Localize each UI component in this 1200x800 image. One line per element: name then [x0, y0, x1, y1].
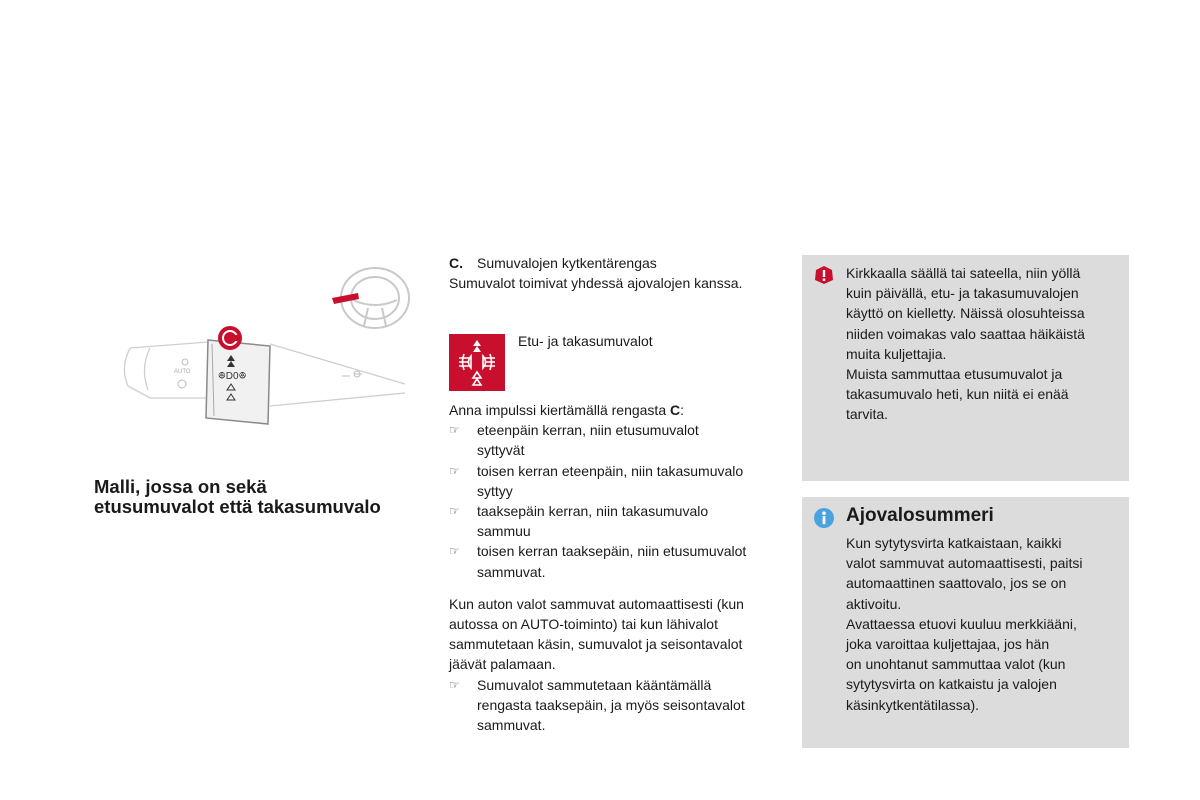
impulse-intro: Anna impulssi kiertämällä rengasta C: [449, 402, 685, 418]
svg-text:ꔮD0ꔮ: ꔮD0ꔮ [218, 371, 247, 382]
fog-icon-label: Etu- ja takasumuvalot [518, 333, 653, 349]
ring-letter: C. [449, 255, 463, 271]
fog-light-ring [206, 340, 270, 424]
final-step-list [449, 675, 789, 736]
pointer-icon: ☞ [449, 544, 460, 559]
ring-description [449, 253, 789, 293]
pointer-icon: ☞ [449, 677, 460, 692]
info-icon [814, 508, 834, 528]
list-item: ☞ taaksepäin kerran, niin takasumuvalo sammuu [449, 503, 709, 540]
section-heading [94, 477, 424, 517]
pointer-icon: ☞ [449, 463, 460, 478]
list-item: ☞ toisen kerran taaksepäin, niin etusumuvalot sammuvat. [449, 543, 747, 580]
fog-lights-icon [449, 334, 505, 391]
info-text: Kun sytytysvirta katkaistaan, kaikki valot sammuvat automaattisesti, paitsi automaattinen saattovalo, jos se on aktivoitu. Avattaessa etuovi kuuluu merkkiääni, joka varoittaa kuljettajaa, jos hän on unohtanut sammuttaa valot (kun sytytysvirta on katkaistu ja valojen käsinkytkentätilassa). [846, 535, 1083, 713]
steps-list [449, 420, 789, 582]
list-item: ☞ toisen kerran eteenpäin, niin takasumuvalo syttyy [449, 462, 744, 499]
ring-ref: C [670, 402, 681, 418]
auto-paragraph: Kun auton valot sammuvat automaattisesti (kun autossa on AUTO-toiminto) tai kun lähivalot sammutetaan käsin, sumuvalot ja seisontavalot jäävät palamaan. [449, 595, 744, 673]
heading-line-1: Malli, jossa on sekä [94, 476, 267, 497]
auto-label: AUTO [174, 369, 191, 375]
light-stalk-illustration [110, 258, 410, 438]
ring-title: Sumuvalojen kytkentärengas [477, 255, 657, 271]
instructions [449, 400, 789, 735]
info-title: Ajovalosummeri [846, 505, 994, 526]
warning-text: Kirkkaalla säällä tai sateella, niin yöllä kuin päivällä, etu- ja takasumuvalojen käyttö on kielletty. Näissä olosuhteissa niiden voimakas valo saattaa häikäistä muita kuljettajia. Muista sammuttaa etusumuvalot ja takasumuvalo heti, kun niitä ei enää tarvita. [846, 265, 1085, 423]
list-item: ☞ Sumuvalot sammutetaan kääntämällä rengasta taaksepäin, ja myös seisontavalot sammuvat. [449, 676, 745, 734]
list-item: ☞ eteenpäin kerran, niin etusumuvalot syttyvät [449, 422, 699, 459]
pointer-icon: ☞ [449, 504, 460, 519]
exclamation-icon [814, 265, 834, 285]
stalk-highlight-icon [332, 293, 359, 304]
pointer-icon: ☞ [449, 423, 460, 438]
heading-line-2: etusumuvalot että takasumuvalo [94, 496, 381, 517]
intro-text: Sumuvalot toimivat yhdessä ajovalojen kanssa. [449, 275, 743, 292]
